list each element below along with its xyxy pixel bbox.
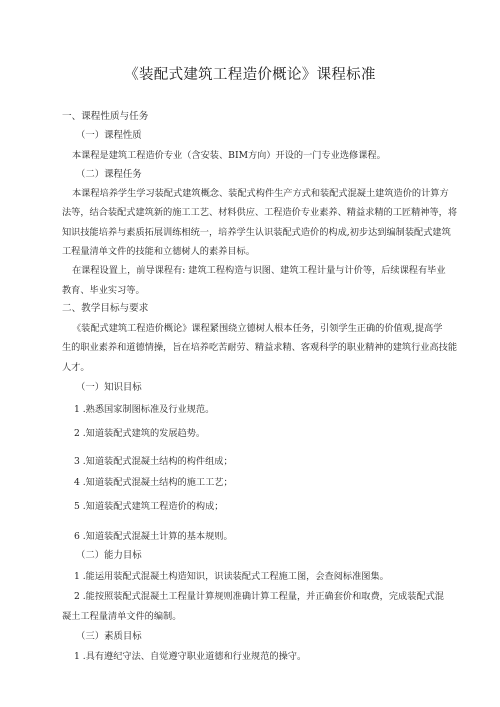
subsection-heading: （二）能力目标 [76, 550, 142, 561]
document-title: 《装配式建筑工程造价概论》课程标准 [124, 67, 376, 83]
list-item-continuation: 凝土工程量清单文件的编制。 [62, 611, 182, 622]
list-item: 5 .知道装配式建筑工程造价的构成； [74, 501, 224, 512]
paragraph-line: 法等，结合装配式建筑新的施工工艺、材料供应、工程造价专业素养、精益求精的工匠精神等，将 [62, 207, 458, 218]
list-item: 4 .知道装配式混凝土结构的施工工艺； [74, 477, 233, 488]
paragraph-line: 人才。 [62, 362, 90, 373]
paragraph-line: 本课程是建筑工程造价专业（含安装、BIM方向）开设的一门专业选修课程。 [72, 150, 386, 161]
subsection-heading: （一）课程性质 [76, 130, 142, 141]
paragraph-line: 《装配式建筑工程造价概论》课程紧围绕立德树人根本任务，引领学生正确的价值观,提高学 [72, 323, 443, 334]
subsection-heading: （二）课程任务 [76, 169, 142, 180]
paragraph-line: 教育、毕业实习等。 [62, 285, 145, 296]
list-item: 3 .知道装配式混凝土结构的构件组成； [74, 456, 233, 467]
paragraph-line: 知识技能培养与素质拓展训练相统一，培养学生认识装配式造价的构成,初步达到编制装配式建筑 [62, 227, 451, 238]
list-item: 6 .知道装配式混凝土计算的基本规则。 [74, 531, 233, 542]
subsection-heading: （一）知识目标 [76, 382, 142, 393]
list-item: 1 .具有遵纪守法、自觉遵守职业道德和行业规范的操守。 [74, 651, 307, 662]
subsection-heading: （三）素质目标 [76, 631, 142, 642]
list-item: 1 .能运用装配式混凝土构造知识，识读装配式工程施工图，会查阅标准图集。 [74, 571, 389, 582]
list-item: 1 .熟悉国家制图标准及行业规范。 [74, 404, 215, 415]
paragraph-line: 在课程设置上，前导课程有: 建筑工程构造与识图、建筑工程计量与计价等，后续课程有毕业 [72, 265, 446, 276]
paragraph-line: 工程量清单文件的技能和立德树人的素养目标。 [62, 246, 255, 257]
section-heading-1: 一、课程性质与任务 [62, 111, 149, 122]
paragraph-line: 本课程培养学生学习装配式建筑概念、装配式构件生产方式和装配式混凝土建筑造价的计算方 [72, 188, 449, 199]
list-item: 2 .知道装配式建筑的发展趋势。 [74, 428, 206, 439]
section-heading-2: 二、教学目标与要求 [62, 303, 149, 314]
paragraph-line: 生的职业素养和道德情操，旨在培养吃苦耐劳、精益求精、客观科学的职业精神的建筑行业高技能 [62, 342, 458, 353]
list-item: 2 .能按照装配式混凝土工程量计算规则准确计算工程量，并正确套价和取费，完成装配式混 [74, 591, 444, 602]
